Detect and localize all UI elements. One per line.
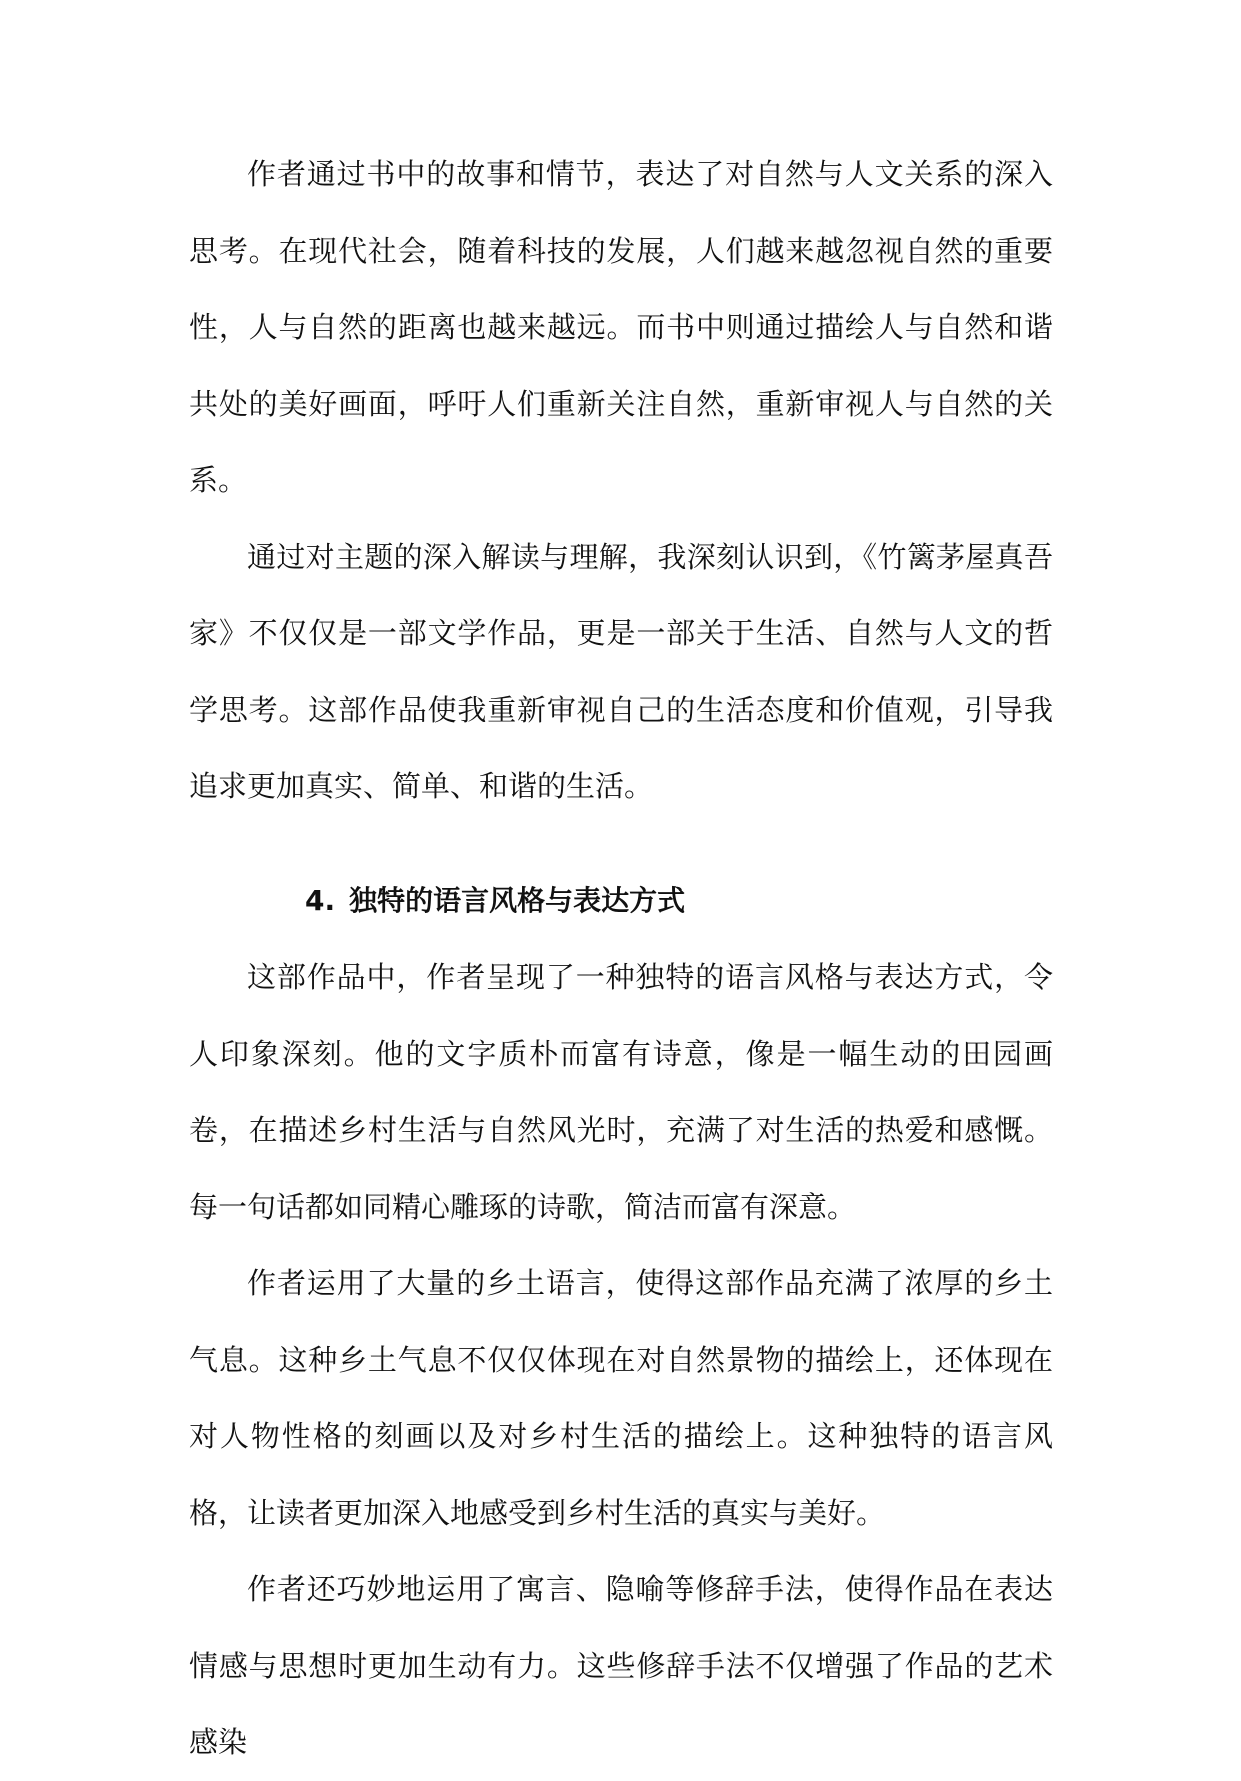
- section-title: 独特的语言风格与表达方式: [349, 883, 686, 917]
- paragraph-language-style: 这部作品中，作者呈现了一种独特的语言风格与表达方式，令人印象深刻。他的文字质朴而富有诗意，像是一幅生动的田园画卷，在描述乡村生活与自然风光时，充满了对生活的热爱和感慨。每一句话都如同精心雕琢的诗歌，简洁而富有深意。: [189, 960, 1053, 1224]
- paragraph-rhetoric: 作者还巧妙地运用了寓言、隐喻等修辞手法，使得作品在表达情感与思想时更加生动有力。这些修辞手法不仅增强了作品的艺术感染: [189, 1572, 1053, 1759]
- paragraph-local-language: 作者运用了大量的乡土语言，使得这部作品充满了浓厚的乡土气息。这种乡土气息不仅仅体现在对自然景物的描绘上，还体现在对人物性格的刻画以及对乡村生活的描绘上。这种独特的语言风格，让读者更加深入地感受到乡村生活的真实与美好。: [189, 1266, 1053, 1530]
- section-heading: [189, 863, 1053, 940]
- paragraph-theme-understanding: 通过对主题的深入解读与理解，我深刻认识到，《竹篱茅屋真吾家》不仅仅是一部文学作品，更是一部关于生活、自然与人文的哲学思考。这部作品使我重新审视自己的生活态度和价值观，引导我追求更加真实、简单、和谐的生活。: [189, 539, 1053, 803]
- section-number: 4.: [305, 883, 336, 917]
- document-page: [189, 136, 1053, 1781]
- paragraph-nature-humanity: 作者通过书中的故事和情节，表达了对自然与人文关系的深入思考。在现代社会，随着科技的发展，人们越来越忽视自然的重要性，人与自然的距离也越来越远。而书中则通过描绘人与自然和谐共处的美好画面，呼吁人们重新关注自然，重新审视人与自然的关系。: [189, 157, 1053, 497]
